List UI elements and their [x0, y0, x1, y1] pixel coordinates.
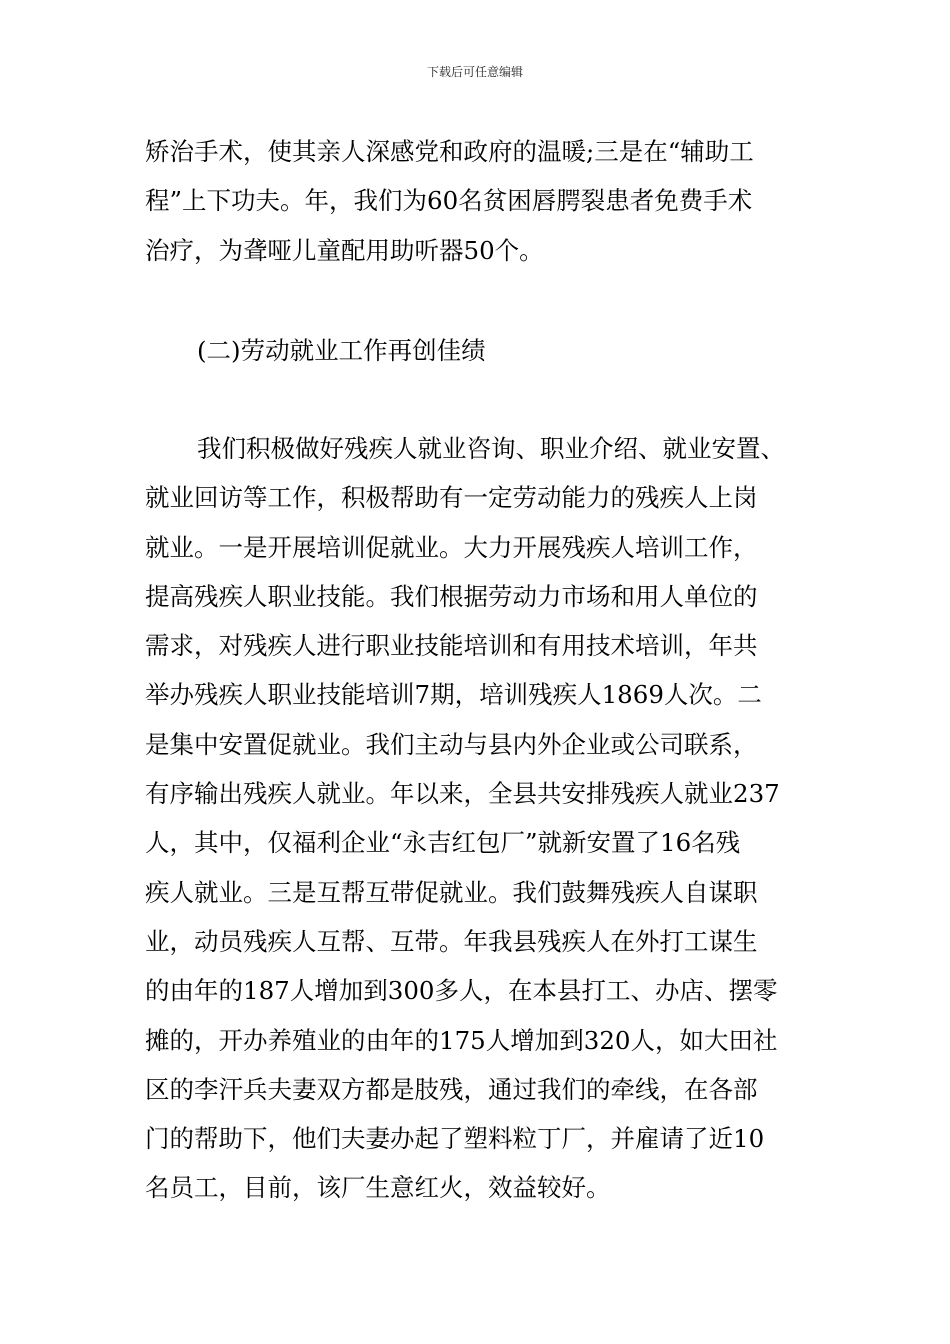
section-heading-text: (二)劳动就业工作再创佳绩	[197, 336, 486, 365]
paragraph-2	[145, 424, 825, 1213]
paragraph-line: 有序输出残疾人就业。年以来，全县共安排残疾人就业237	[145, 779, 780, 809]
paragraph-line: 门的帮助下，他们夫妻办起了塑料粒丁厂，并雇请了近10	[145, 1124, 765, 1154]
paragraph-line: 就业。一是开展培训促就业。大力开展残疾人培训工作，	[145, 532, 758, 562]
paragraph-line: 业，动员残疾人互帮、互带。年我县残疾人在外打工谋生	[145, 926, 758, 956]
section-heading	[145, 326, 825, 375]
page-header: 下载后可任意编辑	[426, 65, 523, 79]
paragraph-1	[145, 127, 825, 275]
paragraph-line: 区的李汗兵夫妻双方都是肢残，通过我们的牵线，在各部	[145, 1074, 758, 1104]
paragraph-line: 就业回访等工作，积极帮助有一定劳动能力的残疾人上岗	[145, 483, 758, 513]
paragraph-line: 的由年的187人增加到300多人，在本县打工、办店、摆零	[145, 976, 778, 1006]
paragraph-line: 需求，对残疾人进行职业技能培训和有用技术培训，年共	[145, 631, 758, 661]
paragraph-line: 矫治手术，使其亲人深感党和政府的温暖;三是在“辅助工	[145, 137, 754, 166]
paragraph-line: 是集中安置促就业。我们主动与县内外企业或公司联系，	[145, 729, 758, 759]
paragraph-line: 名员工，目前，该厂生意红火，效益较好。	[145, 1173, 611, 1203]
paragraph-line: 治疗，为聋哑儿童配用助听器50个。	[145, 235, 544, 265]
paragraph-line: 提高残疾人职业技能。我们根据劳动力市场和用人单位的	[145, 581, 758, 611]
paragraph-line: 摊的，开办养殖业的由年的175人增加到320人，如大田社	[145, 1025, 778, 1055]
paragraph-line: 程”上下功夫。年，我们为60名贫困唇腭裂患者免费手术	[145, 186, 753, 216]
paragraph-line: 举办残疾人职业技能培训7期，培训残疾人1869人次。二	[145, 680, 762, 710]
paragraph-line: 疾人就业。三是互帮互带促就业。我们鼓舞残疾人自谋职	[145, 877, 758, 907]
paragraph-line: 我们积极做好残疾人就业咨询、职业介绍、就业安置、	[197, 434, 785, 463]
paragraph-line: 人，其中，仅福利企业“永吉红包厂”就新安置了16名残	[145, 828, 741, 858]
